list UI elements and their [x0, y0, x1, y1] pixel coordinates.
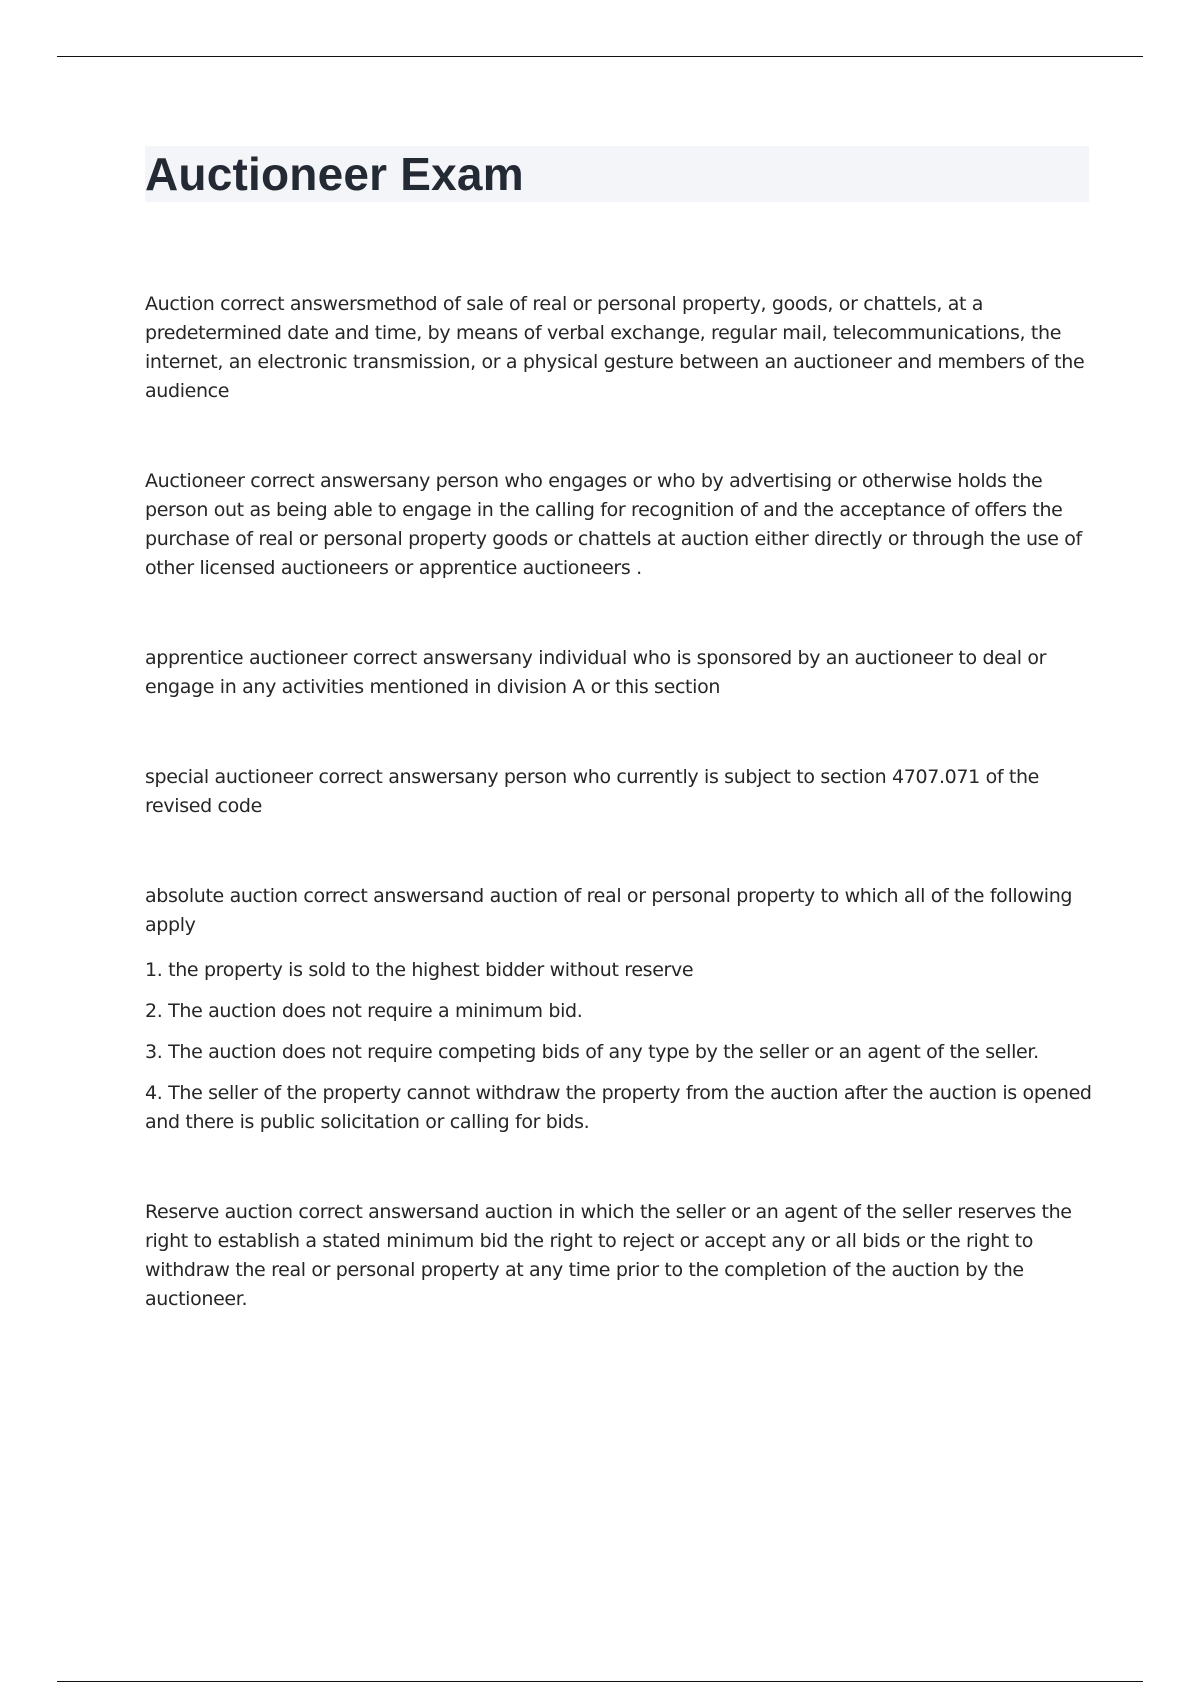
entry-auction: Auction correct answersmethod of sale of real or personal property, goods, or chattels, at a predetermined date and time, by means of verbal exchange, regular mail, telecommunications, the internet, an electronic transmission, or a physical gesture between an auctioneer and members of the audience [145, 293, 1085, 402]
title-banner [145, 146, 1089, 202]
document-body [145, 290, 1095, 1314]
top-rule [57, 56, 1143, 57]
list-item: 3. The auction does not require competing bids of any type by the seller or an agent of the seller. [145, 1041, 1039, 1063]
entry-special-auctioneer: special auctioneer correct answersany person who currently is subject to section 4707.071 of the revised code [145, 766, 1040, 817]
list-item: 2. The auction does not require a minimum bid. [145, 1000, 583, 1022]
list-item: 4. The seller of the property cannot withdraw the property from the auction after the auction is opened and there is public solicitation or calling for bids. [145, 1082, 1092, 1133]
entry-auctioneer: Auctioneer correct answersany person who engages or who by advertising or otherwise holds the person out as being able to engage in the calling for recognition of and the acceptance of offers the purchase of real or personal property goods or chattels at auction either directly or through the use of other licensed auctioneers or apprentice auctioneers . [145, 470, 1082, 579]
entry-apprentice-auctioneer: apprentice auctioneer correct answersany individual who is sponsored by an auctioneer to deal or engage in any activities mentioned in division A or this section [145, 647, 1047, 698]
list-item: 1. the property is sold to the highest bidder without reserve [145, 959, 694, 981]
entry-absolute-auction: absolute auction correct answersand auction of real or personal property to which all of the following apply [145, 885, 1073, 936]
bottom-rule [57, 1681, 1143, 1682]
entry-reserve-auction: Reserve auction correct answersand auction in which the seller or an agent of the seller reserves the right to establish a stated minimum bid the right to reject or accept any or all bids or the right to withdraw the real or personal property at any time prior to the completion of the auction by the auctioneer. [145, 1201, 1072, 1310]
page-title: Auctioneer Exam [145, 148, 524, 200]
